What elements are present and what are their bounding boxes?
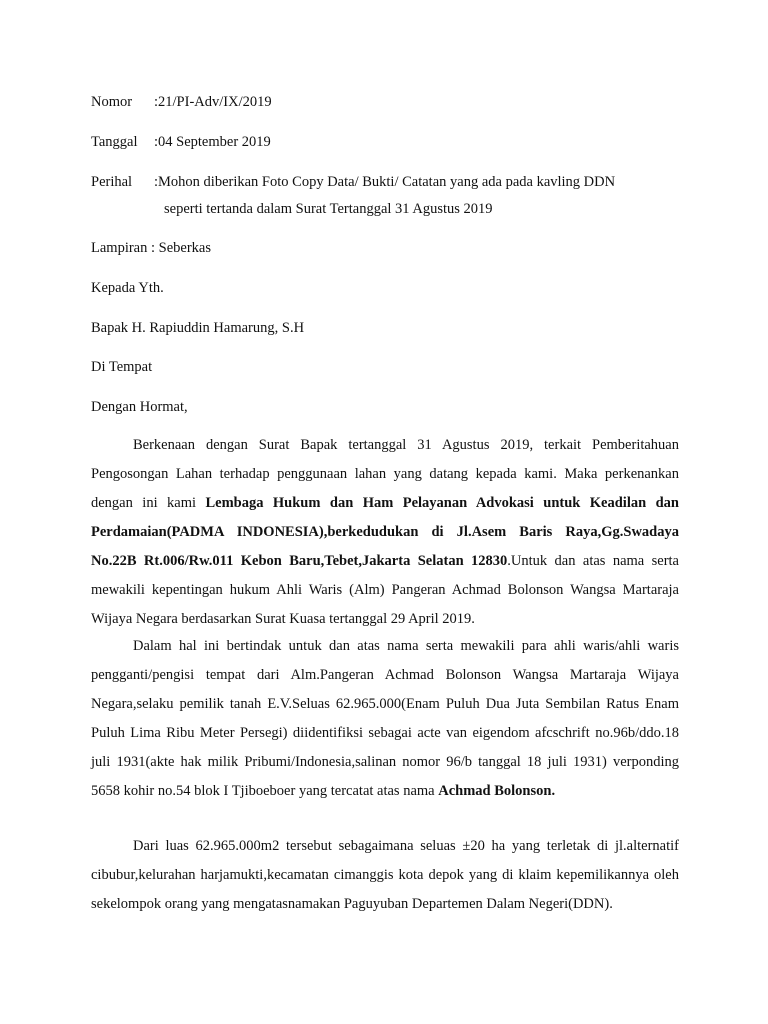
lampiran-label: Lampiran xyxy=(91,240,148,256)
paragraph-3-text: Dari luas 62.965.000m2 tersebut sebagaimana seluas ±20 ha yang terletak di jl.alternatif cibubur,kelurahan harjamukti,kecamatan cimanggis kota depok yang di klaim kepemilikannya oleh sekelompok orang yang mengatasnamakan Paguyuban Departemen Dalam Negeri(DDN). xyxy=(91,838,679,912)
paragraph-3 xyxy=(91,832,679,919)
tanggal-line xyxy=(91,133,271,151)
nomor-value: :21/PI-Adv/IX/2019 xyxy=(154,94,272,110)
paragraph-2-text: Dalam hal ini bertindak untuk dan atas nama serta mewakili para ahli waris/ahli waris pengganti/pengisi tempat dari Alm.Pangeran Achmad Bolonson Wangsa Martaraja Wijaya Negara,selaku pemilik tanah E.V.Seluas 62.965.000(Enam Puluh Dua Juta Sembilan Ratus Enam Puluh Lima Ribu Meter Persegi) diidentifiksi sebagai acte van eigendom afcschrift no.96b/ddo.18 juli 1931(akte hak milik Pribumi/Indonesia,salinan nomor 96/b tanggal 18 juli 1931) verponding 5658 kohir no.54 blok I Tjiboeboer yang tercatat atas nama xyxy=(91,638,679,799)
perihal-continuation: seperti tertanda dalam Surat Tertanggal 31 Agustus 2019 xyxy=(164,201,493,217)
tanggal-label: Tanggal xyxy=(91,134,138,150)
recipient-place: Di Tempat xyxy=(91,359,153,375)
paragraph-1-text-a: Berkenaan dengan Surat Bapak tertanggal 31 Agustus 2019, terkait Pemberitahuan Pengosongan Lahan terhadap penggunaan lahan yang datang kepada kami. Maka perkenankan dengan ini kami xyxy=(91,437,679,511)
paragraph-1 xyxy=(91,431,679,634)
nomor-label: Nomor xyxy=(91,94,133,110)
salutation: Dengan Hormat, xyxy=(91,399,188,415)
tanggal-value: :04 September 2019 xyxy=(154,134,271,150)
recipient-name: Bapak H. Rapiuddin Hamarung, S.H xyxy=(91,320,305,336)
perihal-line xyxy=(91,173,615,191)
lampiran-value: : Seberkas xyxy=(147,240,211,256)
lampiran-line xyxy=(91,239,211,257)
paragraph-2 xyxy=(91,632,679,806)
perihal-label: Perihal xyxy=(91,174,133,190)
paragraph-1-text-b: .Untuk dan atas nama serta mewakili kepentingan hukum Ahli Waris (Alm) Pangeran Achmad Bolonson Wangsa Martaraja Wijaya Negara berdasarkan Surat Kuasa tertanggal 29 April 2019. xyxy=(91,553,679,627)
nomor-line xyxy=(91,93,272,111)
paragraph-2-owner-name: Achmad Bolonson. xyxy=(438,783,556,799)
perihal-value: :Mohon diberikan Foto Copy Data/ Bukti/ Catatan yang ada pada kavling DDN xyxy=(154,174,616,190)
paragraph-1-organization: Lembaga Hukum dan Ham Pelayanan Advokasi untuk Keadilan dan Perdamaian(PADMA INDONESIA),berkedudukan di Jl.Asem Baris Raya,Gg.Swadaya No.22B Rt.006/Rw.011 Kebon Baru,Tebet,Jakarta Selatan 12830 xyxy=(91,495,679,569)
recipient-greeting: Kepada Yth. xyxy=(91,280,164,296)
